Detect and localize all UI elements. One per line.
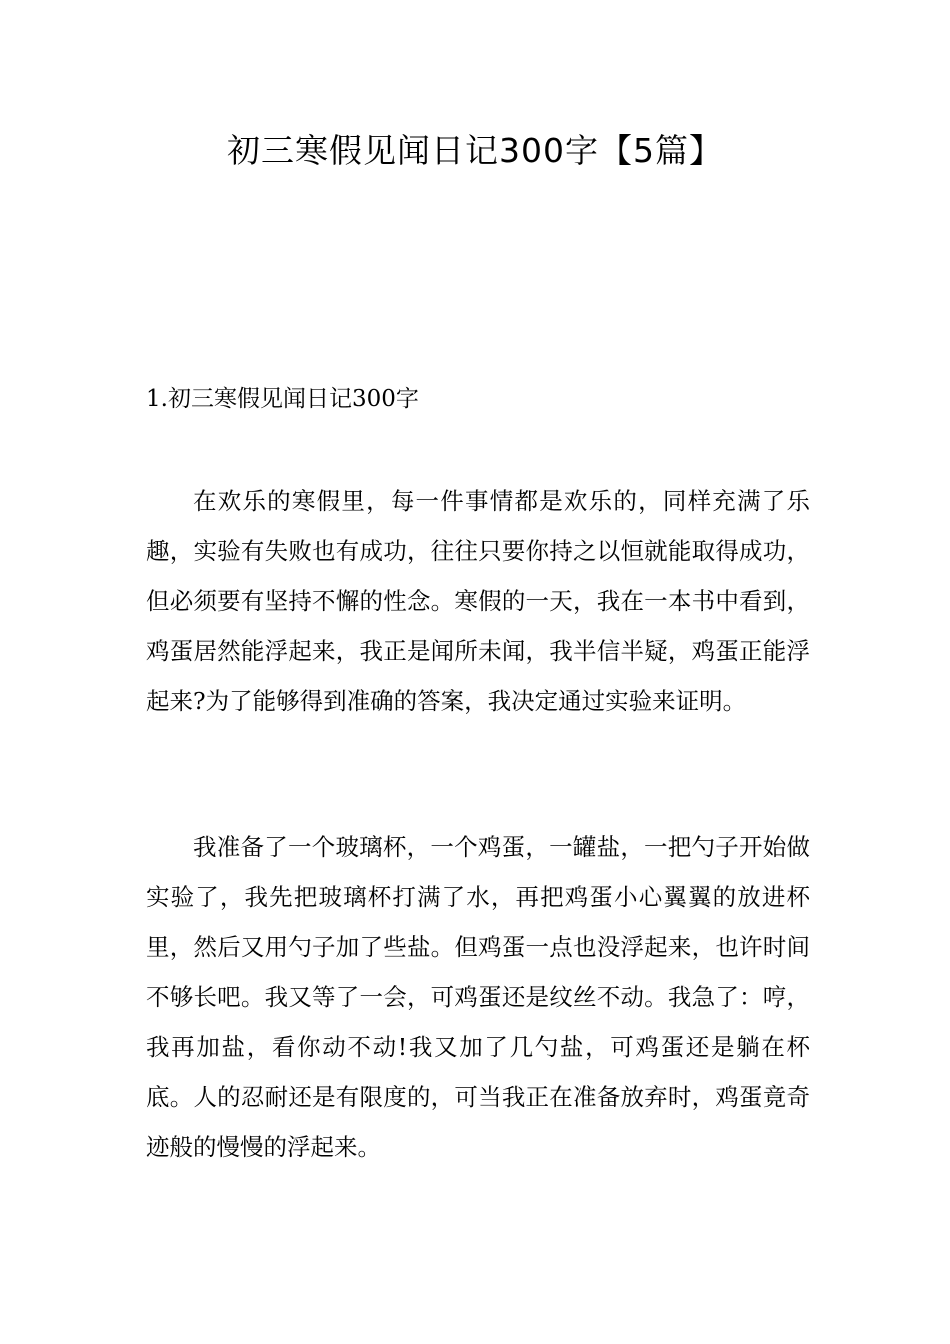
section-heading: 1.初三寒假见闻日记300字: [146, 386, 419, 412]
document-title: 初三寒假见闻日记300字【5篇】: [227, 131, 723, 170]
body-paragraph-1: 在欢乐的寒假里，每一件事情都是欢乐的，同样充满了乐趣，实验有失败也有成功，往往只要你持之以恒就能取得成功，但必须要有坚持不懈的性念。寒假的一天，我在一本书中看到，鸡蛋居然能浮起来，我正是闻所未闻，我半信半疑，鸡蛋正能浮起来?为了能够得到准确的答案，我决定通过实验来证明。: [146, 487, 810, 715]
body-paragraph-2: 我准备了一个玻璃杯，一个鸡蛋，一罐盐，一把勺子开始做实验了，我先把玻璃杯打满了水，再把鸡蛋小心翼翼的放进杯里，然后又用勺子加了些盐。但鸡蛋一点也没浮起来，也许时间不够长吧。我又等了一会，可鸡蛋还是纹丝不动。我急了：哼，我再加盐，看你动不动!我又加了几勺盐，可鸡蛋还是躺在杯底。人的忍耐还是有限度的，可当我正在准备放弃时，鸡蛋竟奇迹般的慢慢的浮起来。: [146, 833, 810, 1161]
